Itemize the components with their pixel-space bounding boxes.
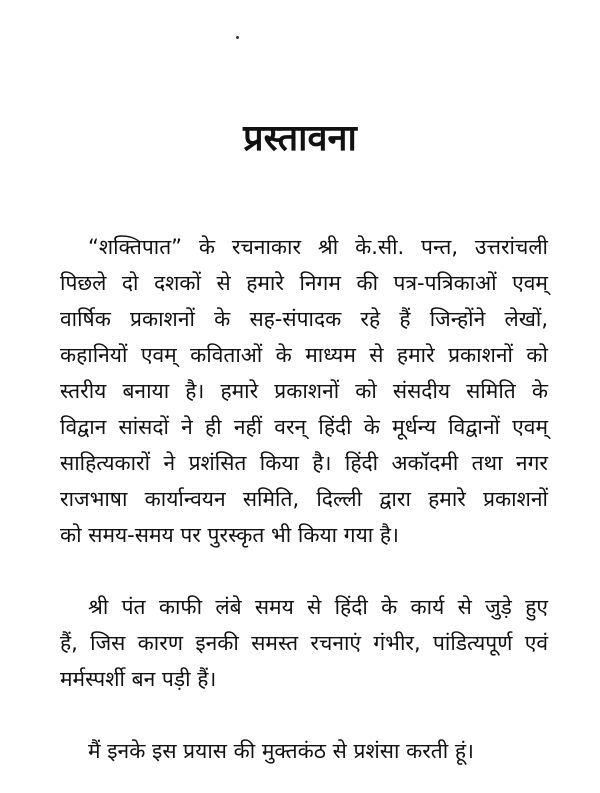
text-line: कहानियों एवम् कविताओं के माध्यम से हमारे प्रकाशनों को	[60, 343, 548, 367]
text-line: साहित्यकारों ने प्रशंसित किया है। हिंदी अकॉदमी तथा नगर	[60, 451, 548, 475]
text-line: हैं, जिस कारण इनकी समस्त रचनाएं गंभीर, पांडित्यपूर्ण एवं	[60, 631, 548, 655]
text-line: को समय-समय पर पुरस्कृत भी किया गया है।	[60, 523, 399, 547]
text-line: स्तरीय बनाया है। हमारे प्रकाशनों को संसदीय समिति के	[60, 379, 548, 403]
text-line: विद्वान सांसदों ने ही नहीं वरन् हिंदी के मूर्धन्य विद्वानों एवम्	[60, 415, 548, 439]
text-line: मैं इनके इस प्रयास की मुक्तकंठ से प्रशंसा करती हूं।	[88, 739, 474, 763]
scan-speck	[236, 36, 239, 39]
text-line: श्री पंत काफी लंबे समय से हिंदी के कार्य से जुड़े हुए	[88, 595, 548, 619]
text-line: “शक्तिपात” के रचनाकार श्री के.सी. पन्त, उत्तरांचली	[88, 235, 548, 259]
text-line: पिछले दो दशकों से हमारे निगम की पत्र-पत्रिकाओं एवम्	[60, 271, 548, 295]
text-line: राजभाषा कार्यान्वयन समिति, दिल्ली द्वारा हमारे प्रकाशनों	[60, 487, 548, 511]
page-title: प्रस्तावना	[243, 118, 357, 159]
text-line: मर्मस्पर्शी बन पड़ी हैं।	[60, 667, 217, 691]
text-line: वार्षिक प्रकाशनों के सह-संपादक रहे हैं जिन्होंने लेखों,	[60, 307, 548, 331]
